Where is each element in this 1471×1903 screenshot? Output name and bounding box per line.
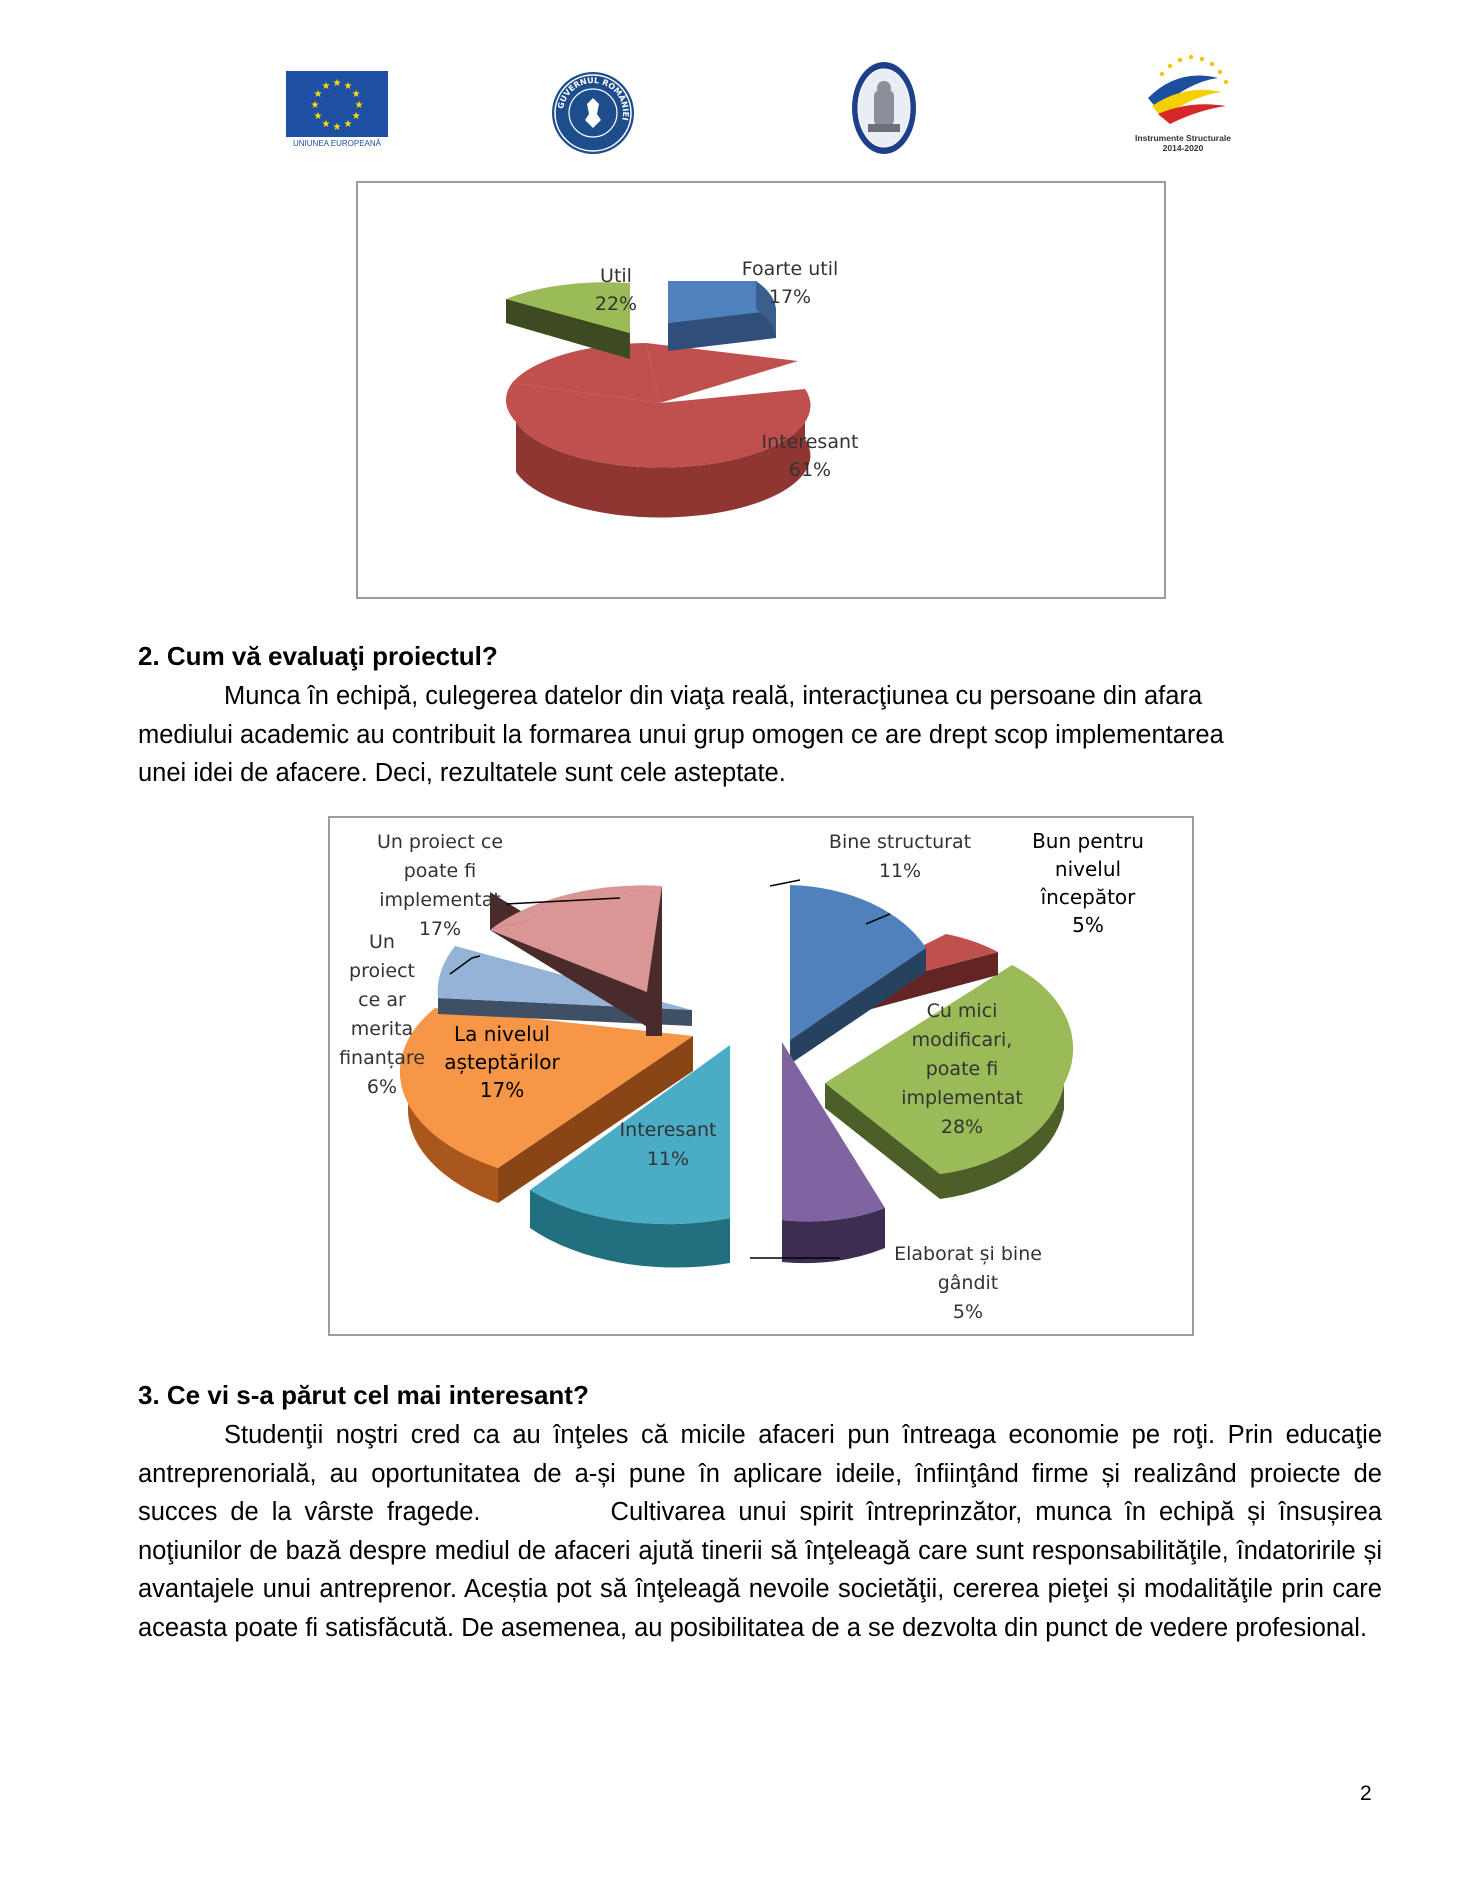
label-util: Util: [600, 265, 632, 287]
label-la-nivelul-pct: 17%: [479, 1078, 525, 1102]
guvernul-romaniei-seal: [550, 70, 636, 156]
label-finantare-1: Un: [369, 931, 395, 953]
label-un-proiect-implementat-2: poate fi: [403, 860, 477, 882]
label-elaborat-pct: 5%: [952, 1301, 984, 1323]
eu-flag-logo: [286, 71, 388, 153]
eu-star-icon: ★: [343, 80, 353, 92]
page-number: 2: [1360, 1782, 1372, 1805]
eu-star-icon: ★: [321, 119, 331, 131]
eu-star-icon: ★: [313, 89, 323, 100]
label-cu-mici-3: poate fi: [925, 1058, 999, 1080]
eu-star-icon: ★: [351, 111, 361, 122]
label-foarte-util: Foarte util: [741, 258, 839, 280]
label-cu-mici-1: Cu mici: [926, 1000, 998, 1022]
label-un-proiect-implementat-3: implementat: [379, 889, 501, 911]
label-foarte-util-pct: 17%: [768, 286, 812, 308]
section2-paragraph: [138, 677, 1382, 793]
slice-foarte-util: [668, 281, 776, 351]
eu-star-icon: ★: [313, 111, 323, 122]
seal-text: GUVERNUL ROMÂNIEI: [556, 75, 631, 122]
label-interesant-2-pct: 11%: [646, 1148, 690, 1170]
label-cu-mici-4: implementat: [901, 1087, 1023, 1109]
section3-p2: Cultivarea unui spirit întreprinzător, munca în echipă și însușirea noţiunilor de bază despre mediul de afaceri ajută tinerii să înţeleagă care sunt responsabilităţile, îndatoririle și avantajele unui antreprenor. Aceștia pot să înţeleagă nevoile societăţii, cererea pieţei și modalităţile prin care aceasta poate fi satisfăcută. De asemenea, au posibilitatea de a se dezvolta din punct de vedere profesional.: [138, 1498, 1382, 1642]
romania-swoosh-icon: [1118, 48, 1248, 128]
eu-star-icon: ★: [343, 119, 353, 131]
label-bine-structurat: Bine structurat: [828, 831, 972, 853]
label-un-proiect-implementat-pct: 17%: [418, 918, 462, 940]
pie-chart-project-evaluation: [328, 816, 1194, 1336]
label-interesant-2: Interesant: [619, 1119, 717, 1141]
label-bun-pentru-1: Bun pentru: [1032, 829, 1144, 853]
eu-stars-icon: [286, 71, 388, 137]
label-elaborat-1: Elaborat și bine: [894, 1243, 1042, 1265]
section2-line3: unei idei de afacere. Deci, rezultatele sunt cele asteptate.: [138, 759, 786, 787]
label-finantare-2: proiect: [349, 960, 415, 982]
label-finantare-pct: 6%: [366, 1076, 398, 1098]
label-finantare-3: ce ar: [358, 989, 406, 1011]
eu-logo-caption: UNIUNEA EUROPEANĂ: [292, 139, 382, 148]
instrumente-structurale-logo: [1118, 48, 1248, 154]
eu-star-icon: ★: [332, 122, 342, 133]
label-bun-pentru-pct: 5%: [1072, 913, 1104, 937]
eu-flag: [286, 71, 388, 137]
eu-star-icon: ★: [351, 89, 361, 100]
label-un-proiect-implementat-1: Un proiect ce: [376, 831, 504, 853]
section3-heading: 3. Ce vi s-a părut cel mai interesant?: [138, 1380, 589, 1410]
pie-chart-usefulness: [356, 181, 1166, 599]
label-bun-pentru-3: începător: [1040, 885, 1136, 909]
is-logo-caption: Instrumente Structurale: [1135, 133, 1231, 143]
is-logo-years: 2014-2020: [1162, 143, 1204, 153]
section2-line1: Munca în echipă, culegerea datelor din viaţa reală, interacţiunea cu persoane din afara: [224, 682, 1203, 710]
label-finantare-4: merita: [350, 1018, 414, 1040]
label-interesant: Interesant: [761, 431, 859, 453]
label-cu-mici-2: modificari,: [911, 1029, 1013, 1051]
section3-text: [138, 1416, 1382, 1647]
eu-star-icon: ★: [332, 78, 342, 89]
university-seal-logo: [850, 60, 918, 156]
section3-p1: Studenţii noştri cred ca au înţeles că micile afaceri pun întreaga economie pe roţi. Prin educaţie antreprenorială, au oportunitatea de a-și pune în aplicare ideile, înfiinţând firme și realizând proiecte de succes de la vârste fragede.: [138, 1421, 1382, 1526]
section3-paragraph: [138, 1416, 1382, 1647]
label-interesant-pct: 61%: [788, 459, 832, 481]
eu-star-icon: ★: [310, 100, 320, 111]
label-bun-pentru-2: nivelul: [1054, 857, 1122, 881]
label-util-pct: 22%: [594, 293, 638, 315]
label-bine-structurat-pct: 11%: [878, 860, 922, 882]
label-finantare-5: finanțare: [339, 1047, 425, 1069]
eu-star-icon: ★: [354, 100, 364, 111]
section2-heading: 2. Cum vă evaluaţi proiectul?: [138, 641, 498, 671]
label-la-nivelul-1: La nivelul: [454, 1022, 550, 1046]
label-cu-mici-pct: 28%: [940, 1116, 984, 1138]
label-elaborat-2: gândit: [937, 1272, 999, 1294]
section2-line2: mediului academic au contribuit la formarea unui grup omogen ce are drept scop implementarea: [138, 720, 1224, 749]
eu-star-icon: ★: [321, 80, 331, 92]
label-la-nivelul-2: așteptărilor: [444, 1050, 560, 1074]
